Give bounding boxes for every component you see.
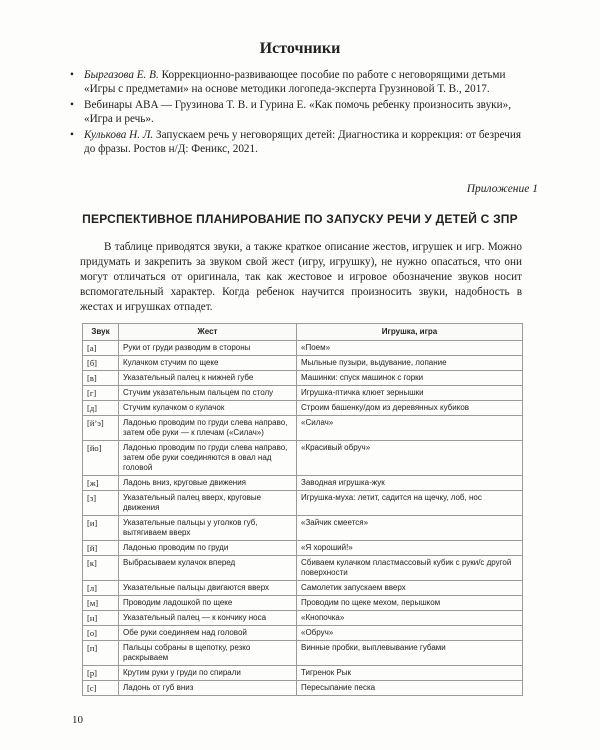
gesture-cell: Кулачком стучим по щеке: [119, 356, 297, 371]
gesture-cell: Указательные пальцы двигаются вверх: [119, 581, 297, 596]
sound-cell: [м]: [83, 596, 119, 611]
gesture-cell: Указательный палец к нижней губе: [119, 371, 297, 386]
header-sound: Звук: [83, 324, 119, 341]
source-text: Запускаем речь у неговорящих детей: Диагностика и коррекция: от безречия до фразы. Ростов н/Д: Феникс, 2021.: [84, 129, 522, 155]
gesture-cell: Руки от груди разводим в стороны: [119, 341, 297, 356]
table-row: [83, 556, 523, 581]
table-row: [83, 371, 523, 386]
sources-heading: Источники: [259, 40, 341, 57]
sound-cell: [л]: [83, 581, 119, 596]
toy-game-cell: «Я хороший!»: [297, 541, 523, 556]
table-row: [83, 541, 523, 556]
bullet-icon: •: [70, 69, 74, 81]
gesture-cell: Ладонью проводим по груди слева направо, затем обе руки соединяются в овал над головой: [119, 441, 297, 476]
bullet-icon: •: [70, 129, 74, 141]
sound-cell: [п]: [83, 641, 119, 666]
sound-cell: [р]: [83, 666, 119, 681]
source-item: [70, 68, 530, 96]
sound-cell: [йо]: [83, 441, 119, 476]
speech-planning-table: [82, 323, 523, 696]
table-row: [83, 341, 523, 356]
sound-cell: [йʼэ]: [83, 416, 119, 441]
table-row: [83, 581, 523, 596]
sound-cell: [с]: [83, 681, 119, 696]
gesture-cell: Ладонью проводим по груди: [119, 541, 297, 556]
sound-cell: [з]: [83, 491, 119, 516]
table-row: [83, 626, 523, 641]
toy-game-cell: «Красивый обруч»: [297, 441, 523, 476]
sound-cell: [о]: [83, 626, 119, 641]
source-item: [70, 98, 530, 126]
table-row: [83, 491, 523, 516]
table-row: [83, 666, 523, 681]
toy-game-cell: «Обруч»: [297, 626, 523, 641]
table-row: [83, 516, 523, 541]
bullet-icon: •: [70, 99, 74, 111]
gesture-cell: Стучим указательным пальцем по столу: [119, 386, 297, 401]
source-item: [70, 128, 530, 156]
gesture-cell: Ладонь от губ вниз: [119, 681, 297, 696]
source-text: Вебинары ABA — Грузинова Т. В. и Гурина Е. «Как помочь ребенку произносить звуки», «Игра и речь».: [84, 99, 511, 125]
toy-game-cell: Самолетик запускаем вверх: [297, 581, 523, 596]
gesture-cell: Указательный палец вверх, круговые движения: [119, 491, 297, 516]
toy-game-cell: Машинки: спуск машинок с горки: [297, 371, 523, 386]
sound-cell: [й]: [83, 541, 119, 556]
source-author: Кулькова Н. Л.: [84, 129, 154, 141]
sound-cell: [ж]: [83, 476, 119, 491]
gesture-cell: Пальцы собраны в щепотку, резко раскрываем: [119, 641, 297, 666]
toy-game-cell: Пересыпание песка: [297, 681, 523, 696]
table-row: [83, 611, 523, 626]
sound-cell: [в]: [83, 371, 119, 386]
sound-cell: [к]: [83, 556, 119, 581]
toy-game-cell: Заводная игрушка-жук: [297, 476, 523, 491]
table-row: [83, 596, 523, 611]
toy-game-cell: Сбиваем кулачком пластмассовый кубик с руки/с другой поверхности: [297, 556, 523, 581]
sound-cell: [и]: [83, 516, 119, 541]
table-row: [83, 356, 523, 371]
gesture-cell: Проводим ладошкой по щеке: [119, 596, 297, 611]
toy-game-cell: Винные пробки, выплевывание губами: [297, 641, 523, 666]
gesture-cell: Стучим кулачком о кулачок: [119, 401, 297, 416]
sources-list: [70, 68, 530, 158]
gesture-cell: Крутим руки у груди по спирали: [119, 666, 297, 681]
table-row: [83, 441, 523, 476]
table-body: [83, 341, 523, 696]
table-row: [83, 416, 523, 441]
toy-game-cell: Проводим по щеке мехом, перышком: [297, 596, 523, 611]
gesture-cell: Ладонь вниз, круговые движения: [119, 476, 297, 491]
gesture-cell: Указательные пальцы у уголков губ, вытягиваем вверх: [119, 516, 297, 541]
header-toy-game: Игрушка, игра: [297, 324, 523, 341]
gesture-cell: Выбрасываем кулачок вперед: [119, 556, 297, 581]
table-row: [83, 386, 523, 401]
table-row: [83, 681, 523, 696]
toy-game-cell: «Силач»: [297, 416, 523, 441]
appendix-label: Приложение 1: [466, 183, 538, 195]
gesture-cell: Указательный палец — к кончику носа: [119, 611, 297, 626]
gesture-cell: Обе руки соединяем над головой: [119, 626, 297, 641]
toy-game-cell: «Кнопочка»: [297, 611, 523, 626]
source-author: Быргазова Е. В.: [84, 69, 159, 81]
table-row: [83, 476, 523, 491]
toy-game-cell: «Поем»: [297, 341, 523, 356]
toy-game-cell: Строим башенку/дом из деревянных кубиков: [297, 401, 523, 416]
intro-paragraph: В таблице приводятся звуки, а также краткое описание жестов, игрушек и игр. Можно придумать и закрепить за звуком свой жест (игру, игрушку), не нужно опасаться, что они могут отличаться от оригинала, так как жестовое и игровое обозначение звуков носит вспомогательный характер. Когда ребенок научится произносить звуки, надобность в жестах и игрушках отпадет.: [80, 241, 522, 313]
page-number: 10: [72, 714, 83, 726]
table-row: [83, 401, 523, 416]
sound-cell: [д]: [83, 401, 119, 416]
sound-cell: [н]: [83, 611, 119, 626]
toy-game-cell: Игрушка-муха: летит, садится на щечку, лоб, нос: [297, 491, 523, 516]
toy-game-cell: «Зайчик смеется»: [297, 516, 523, 541]
toy-game-cell: Тигренок Рык: [297, 666, 523, 681]
sound-cell: [а]: [83, 341, 119, 356]
gesture-cell: Ладонью проводим по груди слева направо, затем обе руки — к плечам («Силач»): [119, 416, 297, 441]
toy-game-cell: Игрушка-птичка клюет зернышки: [297, 386, 523, 401]
table-header-row: [83, 324, 523, 341]
table-row: [83, 641, 523, 666]
toy-game-cell: Мыльные пузыри, выдувание, лопание: [297, 356, 523, 371]
sound-cell: [б]: [83, 356, 119, 371]
source-text: Коррекционно-развивающее пособие по работе с неговорящими детьми «Игры с предметами» на основе методики логопеда-эксперта Грузиновой Т. В., 2017.: [84, 69, 506, 95]
sound-cell: [г]: [83, 386, 119, 401]
header-gesture: Жест: [119, 324, 297, 341]
section-title: ПЕРСПЕКТИВНОЕ ПЛАНИРОВАНИЕ ПО ЗАПУСКУ РЕЧИ У ДЕТЕЙ С ЗПР: [82, 212, 518, 226]
